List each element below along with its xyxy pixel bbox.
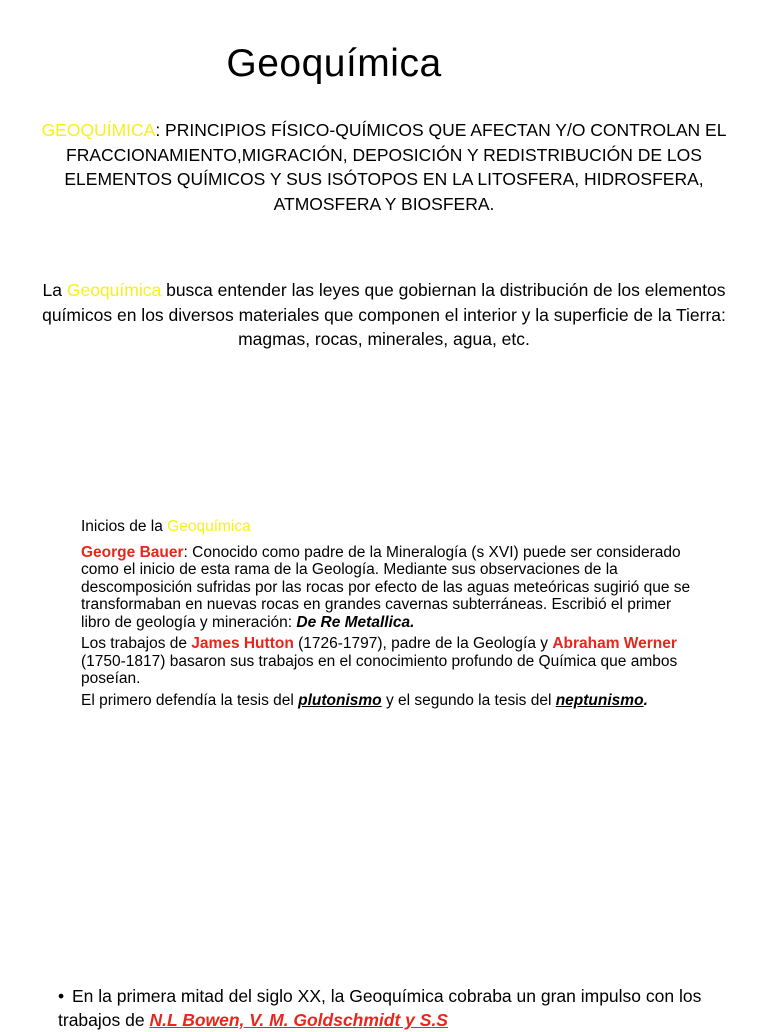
bullet-item <box>58 984 748 1032</box>
intro-paragraph <box>24 278 744 352</box>
thesis-prefix: El primero defendía la tesis del <box>81 691 299 709</box>
intro-term: Geoquímica <box>66 280 162 300</box>
history-heading-term: Geoquímica <box>167 518 251 535</box>
definition-term: GEOQUÍMICA <box>41 120 156 140</box>
thesis-paragraph <box>81 692 701 710</box>
definition-text: : PRINCIPIOS FÍSICO-QUÍMICOS QUE AFECTAN Y/O CONTROLAN EL FRACCIONAMIENTO,MIGRACIÓN, DEPOSICIÓN Y REDISTRIBUCIÓN DE LOS ELEMENTOS QUÍMICOS Y SUS ISÓTOPOS EN LA LITOSFERA, HIDROSFERA, ATMOSFERA Y BIOSFERA. <box>64 120 727 214</box>
intro-prefix: La <box>42 280 67 300</box>
bullet-text: En la primera mitad del siglo XX, la Geoquímica cobraba un gran impulso con los trabajos de <box>58 986 702 1030</box>
history-section <box>81 518 701 713</box>
history-heading <box>81 518 701 536</box>
definition-paragraph <box>30 118 738 216</box>
intro-text: busca entender las leyes que gobiernan la distribución de los elementos químicos en los diversos materiales que componen el interior y la superficie de la Tierra: magmas, rocas, minerales, agua, etc. <box>42 280 726 349</box>
neptunismo-term: neptunismo <box>555 691 644 709</box>
werner-text: (1750-1817) basaron sus trabajos en el conocimiento profundo de Química que ambos poseían. <box>81 652 678 687</box>
history-heading-prefix: Inicios de la <box>81 518 168 535</box>
hutton-name: James Hutton <box>191 635 294 652</box>
bauer-book: De Re Metallica. <box>296 613 415 631</box>
bullet-names: N.L Bowen, V. M. Goldschmidt y S.S <box>149 1010 448 1030</box>
slide-title: Geoquímica <box>226 42 442 85</box>
werner-name: Abraham Werner <box>552 635 677 652</box>
thesis-middle: y el segundo la tesis del <box>381 691 556 709</box>
bauer-text: : Conocido como padre de la Mineralogía (s XVI) puede ser considerado como el inicio de esta rama de la Geología. Mediante sus observaciones de la descomposición sufridas por las rocas por efecto de las aguas meteóricas sugirió que se transformaban en nuevas rocas en grandes cavernas subterráneas. Escribió el primer libro de geología y mineración: <box>81 543 691 631</box>
plutonismo-term: plutonismo <box>298 691 382 709</box>
hutton-paragraph <box>81 635 701 688</box>
thesis-end: . <box>643 691 648 709</box>
bauer-name: George Bauer <box>81 543 184 561</box>
bauer-paragraph <box>81 544 701 632</box>
bullet-marker: • <box>58 986 65 1006</box>
hutton-text: (1726-1797), padre de la Geología y <box>293 635 553 652</box>
hutton-prefix: Los trabajos de <box>81 635 192 652</box>
